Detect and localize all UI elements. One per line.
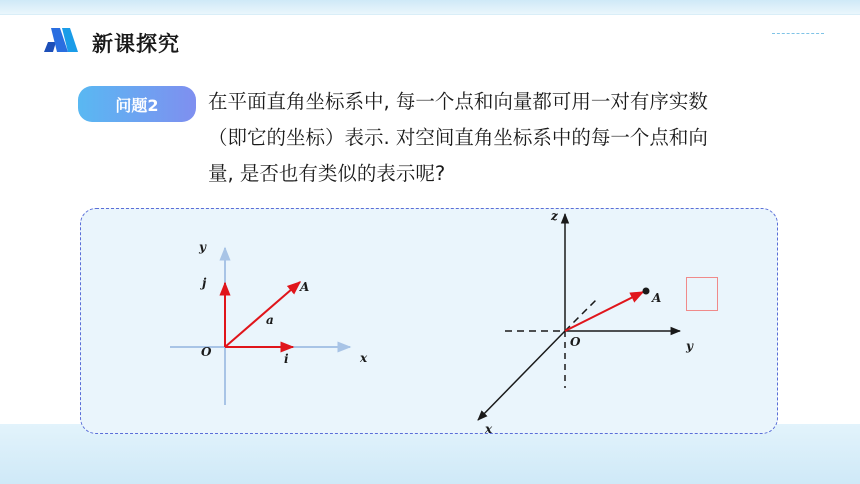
vector-a xyxy=(225,282,300,347)
answer-box xyxy=(686,277,718,311)
space-coordinate-figure xyxy=(478,209,694,436)
origin-label-2d: O xyxy=(201,345,212,359)
x-axis-label-2d: x xyxy=(360,351,368,365)
point-a xyxy=(643,288,650,295)
problem-line-3: 量, 是否也有类似的表示呢? xyxy=(208,162,446,185)
plane-coordinate-figure xyxy=(170,240,368,405)
problem-line-2: （即它的坐标）表示. 对空间直角坐标系中的每一个点和向 xyxy=(208,126,708,149)
section-title: 新课探究 xyxy=(92,32,180,56)
vector-oa xyxy=(565,292,643,331)
vector-a-label: a xyxy=(266,313,274,327)
point-a-label-2d: A xyxy=(300,280,310,294)
y-axis-label: y xyxy=(686,339,693,353)
x-axis-hidden xyxy=(565,298,598,331)
unit-j-label: j xyxy=(202,276,207,290)
unit-i-label: i xyxy=(284,352,289,366)
y-axis-label-2d: y xyxy=(199,240,206,254)
x-axis-label: x xyxy=(485,422,493,436)
point-a-label: A xyxy=(652,291,662,305)
z-axis-label: z xyxy=(551,209,558,223)
problem-line-1: 在平面直角坐标系中, 每一个点和向量都可用一对有序实数 xyxy=(208,90,708,113)
problem-badge: 问题2 xyxy=(78,86,196,122)
origin-label: O xyxy=(570,335,581,349)
x-axis xyxy=(478,331,565,420)
